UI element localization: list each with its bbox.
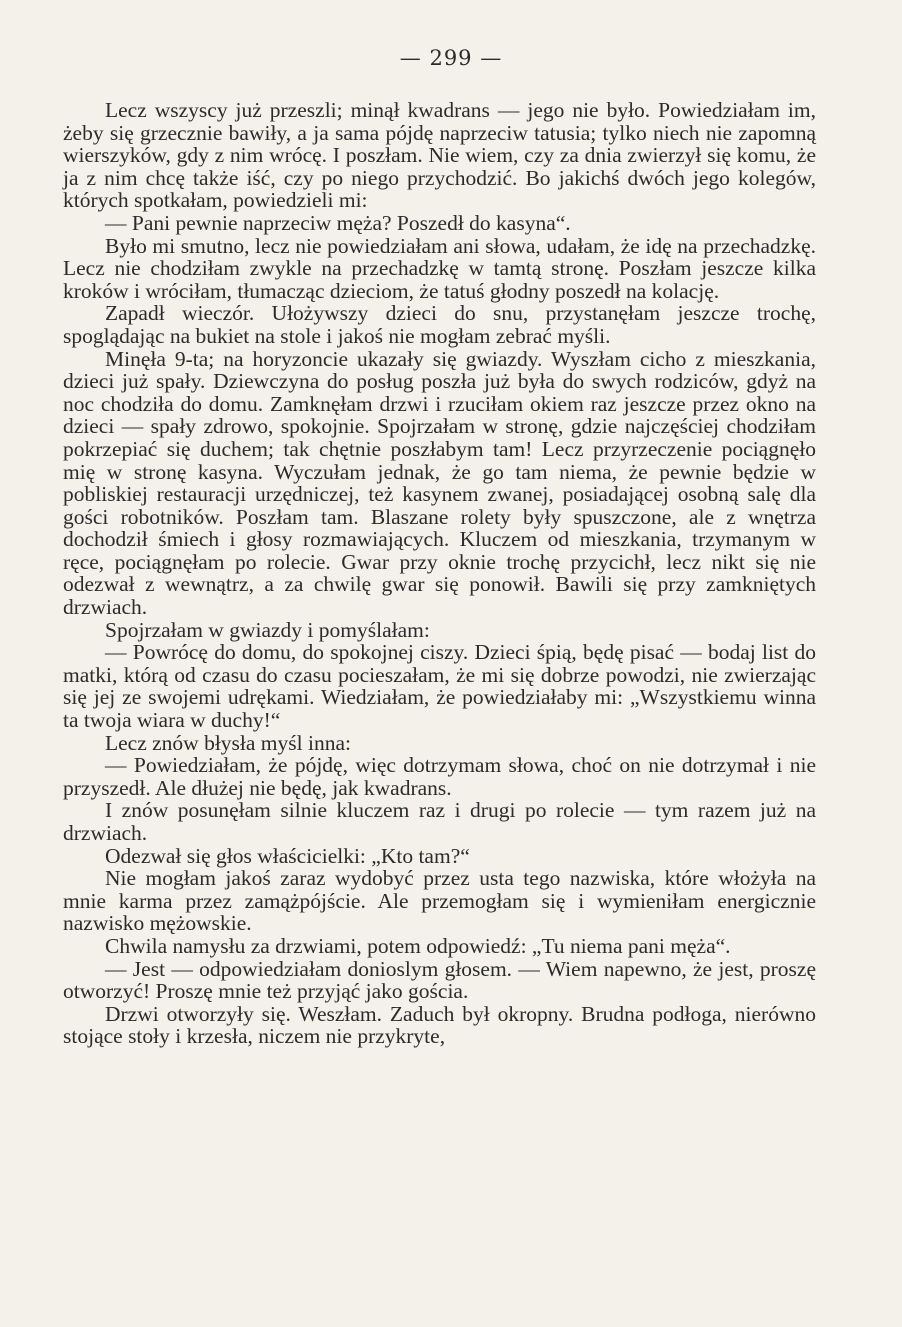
paragraph: Minęła 9-ta; na horyzoncie ukazały się gwiazdy. Wyszłam cicho z mieszkania, dzieci już spały. Dziewczyna do posług poszła już była do swych rodziców, gdyż na noc chodziła do domu. Zamknęłam drzwi i rzuciłam okiem raz jeszcze przez okno na dzieci — spały zdrowo, spokojnie. Spojrzałam w stronę, gdzie najczęściej chodziłam pokrzepiać się duchem; tak chętnie poszłabym tam! Lecz przyrzeczenie pociągnęło mię w stronę kasyna. Wyczułam jednak, że go tam niema, że pewnie będzie w pobliskiej restauracji urzędniczej, też kasynem zwanej, posiadającej osobną salę dla gości robotników. Poszłam tam. Blaszane rolety były spuszczone, ale z wnętrza dochodził śmiech i głosy rozmawiających. Kluczem od mieszkania, trzymanym w ręce, pociągnęłam po rolecie. Gwar przy oknie trochę przycichł, lecz nikt się nie odezwał z wewnątrz, a za chwilę gwar się ponowił. Bawili się przy zamkniętych drzwiach.: [63, 346, 816, 620]
paragraph: Drzwi otworzyły się. Weszłam. Zaduch był okropny. Brudna podłoga, nierówno stojące stoły i krzesła, niczem nie przykryte,: [63, 1001, 816, 1049]
body-text: [63, 99, 816, 1048]
page-number: — 299 —: [399, 46, 503, 70]
paragraph: — Pani pewnie naprzeciw męża? Poszedł do kasyna“.: [105, 210, 571, 235]
paragraph: Zapadł wieczór. Ułożywszy dzieci do snu, przystanęłam jeszcze trochę, spoglądając na bukiet na stole i jakoś nie mogłam zebrać myśli.: [63, 301, 816, 348]
paragraph: Lecz wszyscy już przeszli; minął kwadrans — jego nie było. Powiedziałam im, żeby się grzecznie bawiły, a ja sama pójdę naprzeciw tatusia; tylko niech nie zapomną wierszyków, gdy z nim wrócę. I poszłam. Nie wiem, czy za dnia zwierzył się komu, że ja z nim chcę także iść, czy po niego przychodzić. Bo jakichś dwóch jego kolegów, których spotkałam, powiedzieli mi:: [63, 98, 816, 213]
paragraph: — Jest — odpowiedziałam donioslym głosem. — Wiem napewno, że jest, proszę otworzyć! Proszę mnie też przyjąć jako gościa.: [63, 956, 816, 1004]
paragraph: Było mi smutno, lecz nie powiedziałam ani słowa, udałam, że idę na przechadzkę. Lecz nie chodziłam zwykle na przechadzkę w tamtą stronę. Poszłam jeszcze kilka kroków i wróciłam, tłumacząc dzieciom, że tatuś głodny poszedł na kolację.: [63, 233, 816, 303]
paragraph: Spojrzałam w gwiazdy i pomyślałam:: [105, 617, 430, 642]
paragraph: Lecz znów błysła myśl inna:: [105, 730, 351, 755]
paragraph: I znów posunęłam silnie kluczem raz i drugi po rolecie — tym razem już na drzwiach.: [63, 798, 816, 845]
paragraph: Chwila namysłu za drzwiami, potem odpowiedź: „Tu niema pani męża“.: [105, 933, 731, 958]
paragraph: Odezwał się głos właścicielki: „Kto tam?“: [105, 843, 470, 868]
paragraph: — Powiedziałam, że pójdę, więc dotrzymam słowa, choć on nie dotrzymał i nie przyszedł. Ale dłużej nie będę, jak kwadrans.: [63, 753, 816, 800]
paragraph: Nie mogłam jakoś zaraz wydobyć przez usta tego nazwiska, które włożyła na mnie karma przez zamążpójście. Ale przemogłam się i wymieniłam energicznie nazwisko mężowskie.: [63, 866, 816, 936]
paragraph: — Powrócę do domu, do spokojnej ciszy. Dzieci śpią, będę pisać — bodaj list do matki, którą od czasu do czasu pocieszałam, że mi się dobrze powodzi, nie zwierzając się jej ze swojemi udrękami. Wiedziałam, że powiedziałaby mi: „Wszystkiemu winna ta twoja wiara w duchy!“: [63, 640, 816, 733]
